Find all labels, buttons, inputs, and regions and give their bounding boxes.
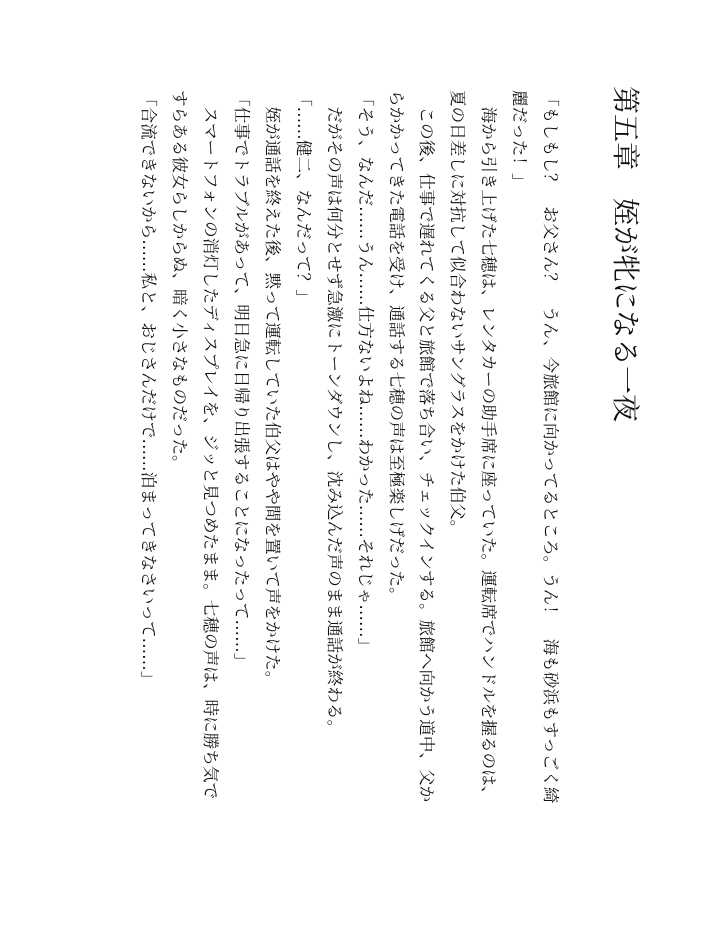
text-line: 「仕事でトラブルがあって、明日急に日帰り出張することになったって……」: [232, 90, 252, 670]
text-line: 姪が通話を終えた後、黙って運転していた伯父はやや間を置いて声をかけた。: [262, 90, 282, 688]
text-line: らかかってきた電話を受け、通話する七穂の声は至極楽しげだった。: [386, 90, 406, 604]
text-line: だがその声は何分とせず急激にトーンダウンし、沈み込んだ声のまま通話が終わる。: [324, 90, 344, 737]
text-line: すらある彼女らしからぬ、暗く小さなものだった。: [170, 90, 190, 472]
text-line: スマートフォンの消灯したディスプレイを、ジッと見つめたまま。七穂の声は、時に勝ち気で: [201, 90, 221, 800]
text-line: 夏の日差しに対抗して似合わないサングラスをかけた伯父。: [448, 90, 468, 537]
text-line: 「合流できないから……私と、おじさんだけで……泊まってきなさいって……」: [139, 90, 159, 688]
text-line: 「そう、なんだ……うん……仕方ないよね……わかった……それじゃ……」: [355, 90, 375, 655]
body-text: [133, 90, 565, 804]
text-line: 「……健二、なんだって？」: [293, 90, 313, 306]
text-line: 麗だった！」: [510, 90, 530, 190]
text-line: 海から引き上げた七穂は、レンタカーの助手席に座っていた。運転席でハンドルを握るのは、: [479, 90, 499, 803]
chapter-title: 第五章 姪が牝になる一夜: [609, 86, 642, 423]
text-line: 「もしもし？ お父さん？ うん、今旅館に向かってるところ。うん！ 海も砂浜もすっごく綺: [541, 90, 560, 804]
text-line: この後、仕事で遅れてくる父と旅館で落ち合い、チェックインする。旅館へ向かう道中、父か: [417, 90, 437, 803]
